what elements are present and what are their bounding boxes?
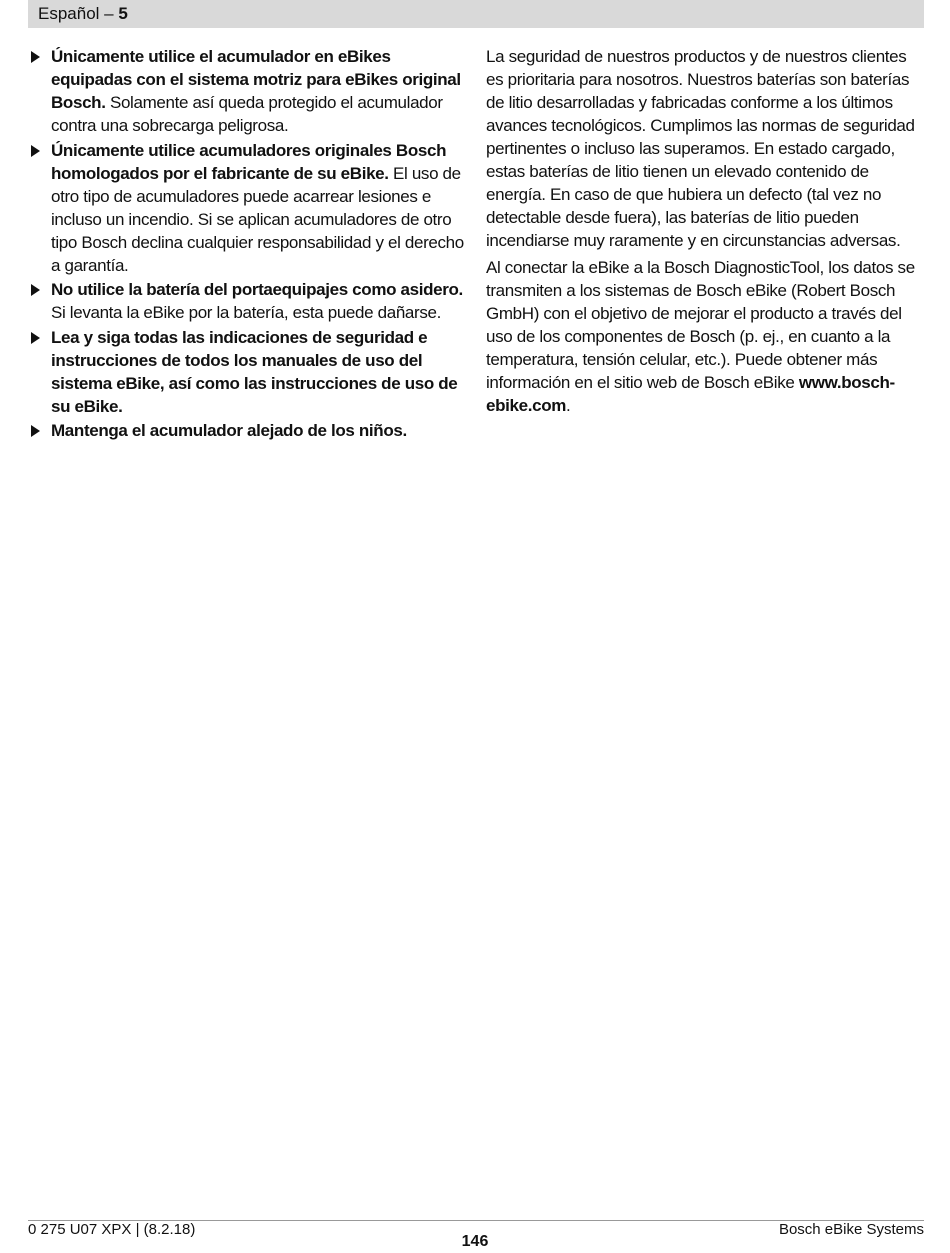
bullet-text: El uso de otro tipo de acumuladores puede acarrear lesiones e incluso un incendio. Si se aplican acumuladores de otro tipo Bosch declina cualquier responsabilidad y el derecho a garantía. bbox=[51, 163, 464, 275]
bullet-bold-text: Únicamente utilice el acumulador en eBikes equipadas con el sistema motriz para eBikes original Bosch. bbox=[51, 47, 461, 112]
safety-bullet bbox=[28, 419, 466, 442]
footer-page-number: 146 bbox=[461, 1233, 489, 1250]
bullet-bold-text: No utilice la batería del portaequipajes como asidero. bbox=[51, 280, 463, 299]
bullet-arrow-icon bbox=[31, 51, 40, 63]
bullet-arrow-icon bbox=[31, 425, 40, 437]
bullet-text: Solamente así queda protegido el acumulador contra una sobrecarga peligrosa. bbox=[51, 93, 443, 135]
safety-bullet bbox=[28, 278, 466, 324]
diagnostic-text: Al conectar la eBike a la Bosch DiagnosticTool, los datos se transmiten a los sistemas de Bosch eBike (Robert Bosch GmbH) con el objetivo de mejorar el producto a través del uso de los componentes de Bosch (p. ej., en cuanto a la temperatura, tensión celular, etc.). Puede obtener más información en el sitio web de Bosch eBike bbox=[486, 258, 915, 392]
bosch-ebike-link[interactable]: www.bosch-ebike.com bbox=[486, 373, 895, 415]
header-section: Español bbox=[38, 4, 100, 23]
header-page-number: 5 bbox=[118, 4, 128, 23]
footer-doc-code: 0 275 U07 XPX | (8.2.18) bbox=[28, 1221, 196, 1238]
left-column bbox=[28, 45, 466, 444]
bullet-arrow-icon bbox=[31, 145, 40, 157]
diagnostic-paragraph bbox=[486, 256, 924, 417]
footer-brand: Bosch eBike Systems bbox=[778, 1221, 924, 1238]
safety-bullet bbox=[28, 139, 466, 277]
safety-bullet bbox=[28, 326, 466, 418]
safety-paragraph: La seguridad de nuestros productos y de nuestros clientes es prioritaria para nosotros. Nuestros baterías son baterías de litio desarrolladas y fabricadas conforme a los últimos avances tecnológicos. Cumplimos las normas de seguridad pertinentes o incluso las superamos. En estado cargado, estas baterías de litio tienen un elevado contenido de energía. En caso de que hubiera un defecto (tal vez no detectable desde fuera), las baterías de litio pueden incendiarse muy raramente y en circunstancias adversas. bbox=[486, 47, 915, 250]
bullet-arrow-icon bbox=[31, 332, 40, 344]
bullet-bold-text: Mantenga el acumulador alejado de los niños. bbox=[51, 421, 407, 440]
bullet-bold-text: Lea y siga todas las indicaciones de seguridad e instrucciones de todos los manuales de uso del sistema eBike, así como las instrucciones de uso de su eBike. bbox=[51, 327, 458, 416]
running-header bbox=[38, 3, 128, 25]
right-column bbox=[486, 45, 924, 421]
diagnostic-text-end: . bbox=[566, 396, 571, 415]
bullet-text: Si levanta la eBike por la batería, esta puede dañarse. bbox=[51, 303, 441, 322]
safety-bullet bbox=[28, 45, 466, 137]
bullet-arrow-icon bbox=[31, 284, 40, 296]
header-band bbox=[28, 0, 924, 28]
bullet-bold-text: Únicamente utilice acumuladores originales Bosch homologados por el fabricante de su eBike. bbox=[51, 140, 447, 183]
header-separator: – bbox=[99, 4, 119, 23]
